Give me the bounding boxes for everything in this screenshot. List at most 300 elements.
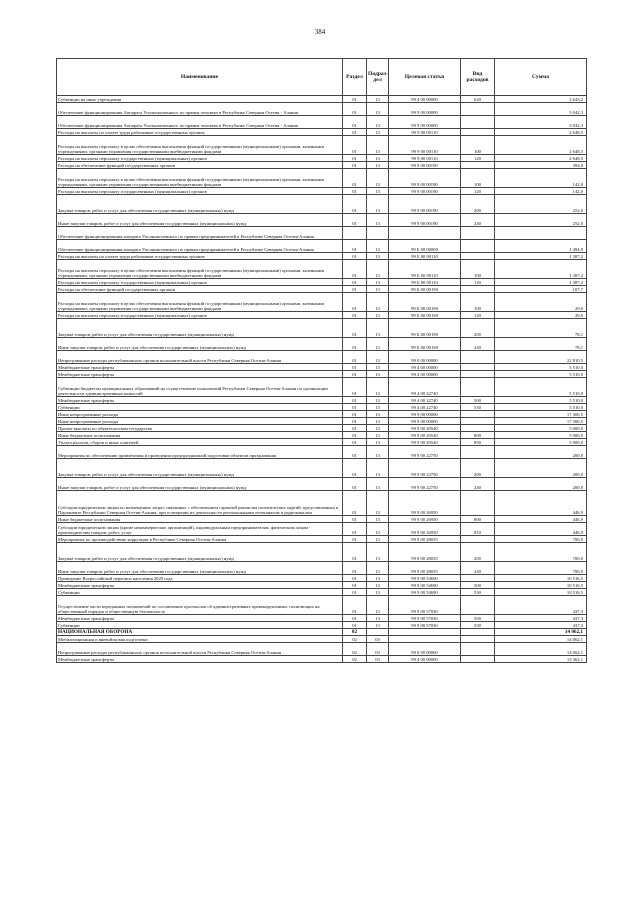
row-subsection: 13 (367, 312, 389, 319)
row-section: 01 (343, 286, 367, 293)
row-name: Обеспечение функционирования Аппарата Уполномоченного по правам человека в Республике Северная Осетия - Алания (57, 103, 343, 116)
row-sum: 446,9 (495, 523, 587, 536)
row-name: Уплата налогов, сборов и иных платежей (57, 439, 343, 446)
row-section: 01 (343, 103, 367, 116)
row-sum: 3 042,3 (495, 103, 587, 116)
row-name: Закупка товаров, работ и услуг для обеспечения государственных (муниципальных) нужд (57, 459, 343, 478)
row-target: 99 Б 00 00110 (389, 253, 461, 260)
row-section: 01 (343, 589, 367, 596)
table-row (57, 293, 587, 312)
row-name: Расходы на выплаты по оплате труда работников государственных органов (57, 253, 343, 260)
row-subsection: 13 (367, 338, 389, 351)
row-subsection: 13 (367, 260, 389, 279)
row-target: 99 9 00 00000 (389, 103, 461, 116)
table-row (57, 129, 587, 136)
row-subsection: 13 (367, 516, 389, 523)
table-row (57, 589, 587, 596)
row-expense-type: 100 (461, 169, 495, 188)
row-name: Закупка товаров, работ и услуг для обеспечения государственных (муниципальных) нужд (57, 195, 343, 214)
row-sum: 142,0 (495, 169, 587, 188)
row-section: 01 (343, 96, 367, 103)
row-subsection: 13 (367, 397, 389, 404)
row-sum: 700,0 (495, 543, 587, 562)
row-name: Иные бюджетные ассигнования (57, 432, 343, 439)
row-section: 01 (343, 478, 367, 491)
row-section: 01 (343, 596, 367, 615)
row-expense-type (461, 425, 495, 432)
row-subsection: 13 (367, 523, 389, 536)
row-section: 01 (343, 338, 367, 351)
table-row (57, 319, 587, 338)
row-section: 01 (343, 516, 367, 523)
row-target: 99 Б 00 00000 (389, 240, 461, 253)
row-section: 01 (343, 364, 367, 371)
row-expense-type: 240 (461, 214, 495, 227)
row-expense-type: 810 (461, 523, 495, 536)
row-section: 02 (343, 629, 367, 636)
table-row (57, 411, 587, 418)
table-row (57, 439, 587, 446)
table-row (57, 523, 587, 536)
row-target: 99 Б 00 00110 (389, 279, 461, 286)
header-target: Целевая статья (389, 59, 461, 96)
row-name: Закупка товаров, работ и услуг для обеспечения государственных (муниципальных) нужд (57, 543, 343, 562)
row-section: 01 (343, 446, 367, 459)
row-expense-type (461, 656, 495, 663)
row-subsection: 13 (367, 459, 389, 478)
table-row (57, 378, 587, 397)
row-sum (495, 227, 587, 240)
row-name: Расходы на обеспечение функций государственных органов (57, 286, 343, 293)
row-target: 99 9 00 20540 (389, 425, 461, 432)
row-target: 99 9 00 57030 (389, 615, 461, 622)
row-target: 99 Б 00 00110 (389, 260, 461, 279)
table-row (57, 169, 587, 188)
row-section: 01 (343, 404, 367, 411)
row-sum: 10 516,5 (495, 575, 587, 582)
row-target: 99 4 00 22740 (389, 404, 461, 411)
row-sum: 3 042,3 (495, 116, 587, 129)
row-expense-type (461, 629, 495, 636)
row-subsection: 13 (367, 536, 389, 543)
table-row (57, 136, 587, 155)
row-sum: 252,0 (495, 214, 587, 227)
row-name: Расходы на выплаты по оплате труда работников государственных органов (57, 129, 343, 136)
row-target: 99 9 00 57030 (389, 622, 461, 629)
row-target (389, 227, 461, 240)
row-name: Расходы на выплаты персоналу в целях обеспечения выполнения функций государственными (муниципальными) органами, казенными учреждениями, органами управления государственными внебюджетными фондами (57, 293, 343, 312)
table-row (57, 338, 587, 351)
row-target: 99 9 00 54690 (389, 582, 461, 589)
row-sum: 700,0 (495, 536, 587, 543)
row-name: Иные закупки товаров, работ и услуг для обеспечения государственных (муниципальных) нужд (57, 338, 343, 351)
table-body (57, 96, 587, 663)
row-expense-type (461, 129, 495, 136)
table-row (57, 543, 587, 562)
row-target: 99 9 00 00190 (389, 169, 461, 188)
row-name: Субвенции на иные учреждения (57, 96, 343, 103)
row-sum: 22 810,5 (495, 351, 587, 364)
row-subsection (367, 629, 389, 636)
row-name: Непрограммные расходы республиканских органов исполнительной власти Республики Северная Осетия-Алания (57, 643, 343, 656)
table-row (57, 240, 587, 253)
row-section: 01 (343, 543, 367, 562)
row-expense-type (461, 643, 495, 656)
table-row (57, 351, 587, 364)
row-expense-type (461, 351, 495, 364)
table-row (57, 103, 587, 116)
row-subsection: 13 (367, 425, 389, 432)
row-expense-type (461, 418, 495, 425)
table-row (57, 195, 587, 214)
row-target: 99 Б 00 00190 (389, 293, 461, 312)
row-subsection: 13 (367, 582, 389, 589)
row-subsection: 13 (367, 371, 389, 378)
row-section: 01 (343, 432, 367, 439)
row-sum: 5 000,0 (495, 439, 587, 446)
row-target: 99 Б 00 00190 (389, 319, 461, 338)
row-target: 99 9 00 00190 (389, 162, 461, 169)
row-sum: 2 648,5 (495, 129, 587, 136)
row-name: Субсидии юридическим лицам (кроме некоммерческих организаций), индивидуальным предпринимателям, физическим лицам - производителям товаров, работ, услуг (57, 523, 343, 536)
row-name: Расходы на выплаты персоналу в целях обеспечения выполнения функций государственными (муниципальными) органами, казенными учреждениями, органами управления государственными внебюджетными фондами (57, 136, 343, 155)
row-name: Субсидии юридическим лицам по возмещению затрат, связанных с обеспечением гарантий равенства политических партий, представленных в Парламенте Республики Северная Осетия-Алания, при освещении их деятельности региональными телеканалом и радиоканалом (57, 491, 343, 516)
row-sum: 78,1 (495, 319, 587, 338)
row-sum: 437,3 (495, 596, 587, 615)
row-expense-type: 100 (461, 293, 495, 312)
row-expense-type: 500 (461, 615, 495, 622)
table-row (57, 636, 587, 643)
row-sum: 1 387,2 (495, 279, 587, 286)
row-expense-type: 500 (461, 582, 495, 589)
row-subsection: 13 (367, 103, 389, 116)
row-target: 99 9 00 22750 (389, 478, 461, 491)
row-target: 99 9 00 26950 (389, 523, 461, 536)
row-section: 01 (343, 169, 367, 188)
row-subsection: 13 (367, 404, 389, 411)
row-target: 99 9 00 28035 (389, 562, 461, 575)
row-name: Обеспечение функционирования Аппарата Уполномоченного по правам человека в Республике Северная Осетия - Алания (57, 116, 343, 129)
table-row (57, 155, 587, 162)
row-sum: 29,6 (495, 312, 587, 319)
table-row (57, 116, 587, 129)
row-section: 01 (343, 188, 367, 195)
row-target: 99 4 00 22740 (389, 397, 461, 404)
row-section: 01 (343, 214, 367, 227)
row-target: 99 4 00 22740 (389, 378, 461, 397)
header-section: Раздел (343, 59, 367, 96)
table-row (57, 516, 587, 523)
row-name: Субвенции (57, 404, 343, 411)
row-subsection: 03 (367, 643, 389, 656)
table-row (57, 615, 587, 622)
row-subsection: 13 (367, 240, 389, 253)
table-row (57, 364, 587, 371)
row-sum: 437,3 (495, 622, 587, 629)
row-sum: 200,0 (495, 478, 587, 491)
row-name: Обеспечение функционирования аппарата Уполномоченного по правам предпринимателей в Республике Северная Осетия-Алания (57, 227, 343, 240)
row-expense-type: 120 (461, 279, 495, 286)
table-row (57, 96, 587, 103)
table-row (57, 432, 587, 439)
row-sum: 5 510,0 (495, 404, 587, 411)
row-sum: 13 362,1 (495, 656, 587, 663)
row-subsection: 13 (367, 411, 389, 418)
table-row (57, 279, 587, 286)
row-name: Мероприятия по обеспечению привлечения и проведения предпраздничной подготовки объектов празднования (57, 446, 343, 459)
row-expense-type: 120 (461, 155, 495, 162)
header-name: Наименование (57, 59, 343, 96)
row-expense-type (461, 253, 495, 260)
row-subsection: 13 (367, 615, 389, 622)
row-name: Расходы на обеспечение функций государственных органов (57, 162, 343, 169)
table-row (57, 562, 587, 575)
row-sum: 1 387,2 (495, 260, 587, 279)
row-expense-type (461, 162, 495, 169)
row-subsection: 13 (367, 96, 389, 103)
row-subsection: 13 (367, 253, 389, 260)
row-section: 01 (343, 378, 367, 397)
row-target: 99 9 00 00000 (389, 418, 461, 425)
row-subsection: 13 (367, 286, 389, 293)
row-target: 99 Б 00 00190 (389, 312, 461, 319)
row-expense-type: 200 (461, 319, 495, 338)
row-section: 01 (343, 622, 367, 629)
row-sum: 142,0 (495, 188, 587, 195)
row-target: 99 0 00 00000 (389, 643, 461, 656)
row-subsection: 13 (367, 195, 389, 214)
table-row (57, 260, 587, 279)
row-sum: 5 510,0 (495, 378, 587, 397)
row-section: 01 (343, 279, 367, 286)
row-subsection: 13 (367, 575, 389, 582)
row-section: 01 (343, 575, 367, 582)
row-subsection: 13 (367, 129, 389, 136)
row-sum: 5 510,0 (495, 397, 587, 404)
row-expense-type: 100 (461, 260, 495, 279)
row-section: 02 (343, 656, 367, 663)
row-name: Межбюджетные трансферты (57, 615, 343, 622)
row-section: 01 (343, 371, 367, 378)
table-row (57, 643, 587, 656)
row-name: Мероприятия по противодействию коррупции в Республике Северная Осетия-Алания (57, 536, 343, 543)
row-sum: 107,7 (495, 286, 587, 293)
row-name: Расходы на выплаты персоналу государственных (муниципальных) органов (57, 312, 343, 319)
table-row (57, 404, 587, 411)
row-sum: 14 062,1 (495, 636, 587, 643)
row-target: 99 9 00 54690 (389, 589, 461, 596)
row-sum: 78,1 (495, 338, 587, 351)
row-expense-type: 120 (461, 188, 495, 195)
header-subsection: Подраз-дел (367, 59, 389, 96)
budget-table (56, 58, 587, 663)
row-target: 99 9 00 26950 (389, 491, 461, 516)
row-name: Межбюджетные трансферты (57, 371, 343, 378)
row-expense-type (461, 227, 495, 240)
row-expense-type (461, 636, 495, 643)
row-sum: 252,0 (495, 195, 587, 214)
row-target: 99 Б 00 00190 (389, 338, 461, 351)
row-name: Расходы на выплаты персоналу в целях обеспечения выполнения функций государственными (муниципальными) органами, казенными учреждениями, органами управления государственными внебюджетными фондами (57, 260, 343, 279)
table-row (57, 478, 587, 491)
table-row (57, 253, 587, 260)
row-expense-type: 530 (461, 404, 495, 411)
table-row (57, 286, 587, 293)
row-target: 99 4 00 00000 (389, 364, 461, 371)
row-sum: 1 387,2 (495, 253, 587, 260)
row-name: Расходы на выплаты персоналу государственных (муниципальных) органов (57, 155, 343, 162)
table-row (57, 397, 587, 404)
row-sum: 5 000,0 (495, 425, 587, 432)
row-expense-type: 200 (461, 195, 495, 214)
row-section: 01 (343, 523, 367, 536)
row-subsection: 13 (367, 378, 389, 397)
table-row (57, 312, 587, 319)
row-target: 99 4 00 00000 (389, 371, 461, 378)
row-expense-type: 530 (461, 622, 495, 629)
header-expense-type: Вид расходов (461, 59, 495, 96)
row-target (389, 629, 461, 636)
table-row (57, 214, 587, 227)
row-expense-type: 800 (461, 432, 495, 439)
row-subsection: 13 (367, 279, 389, 286)
row-sum: 5 510,0 (495, 364, 587, 371)
row-name: Субвенции (57, 589, 343, 596)
row-name: Расходы на выплаты персоналу государственных (муниципальных) органов (57, 188, 343, 195)
row-expense-type: 500 (461, 397, 495, 404)
row-subsection: 13 (367, 446, 389, 459)
row-expense-type (461, 411, 495, 418)
table-header (57, 59, 587, 96)
header-sum: Сумма (495, 59, 587, 96)
row-name: Субвенции бюджетам муниципальных образований на осуществление полномочий Республики Северная Осетия-Алания по организации деятельности административных комиссий (57, 378, 343, 397)
row-expense-type: 240 (461, 562, 495, 575)
table-row (57, 162, 587, 169)
row-subsection: 13 (367, 478, 389, 491)
table-row (57, 575, 587, 582)
row-section: 01 (343, 260, 367, 279)
row-expense-type: 850 (461, 439, 495, 446)
row-name: Обеспечение функционирования аппарата Уполномоченного по правам предпринимателей в Республике Северная Осетия-Алания (57, 240, 343, 253)
row-name: Межбюджетные трансферты (57, 656, 343, 663)
table-row (57, 188, 587, 195)
row-sum: 2 648,5 (495, 155, 587, 162)
row-name: Мобилизационная и вневойсковая подготовка (57, 636, 343, 643)
row-subsection: 13 (367, 562, 389, 575)
row-section: 01 (343, 195, 367, 214)
row-name: Межбюджетные трансферты (57, 582, 343, 589)
row-section: 01 (343, 351, 367, 364)
row-target: 99 9 00 00000 (389, 116, 461, 129)
table-row (57, 582, 587, 589)
row-sum: 446,9 (495, 491, 587, 516)
row-target: 99 9 00 57030 (389, 596, 461, 615)
row-name: Иные бюджетные ассигнования (57, 516, 343, 523)
row-name: Прочие выплаты по обязательствам государства (57, 425, 343, 432)
row-section: 01 (343, 293, 367, 312)
row-target: 99 9 00 00110 (389, 155, 461, 162)
row-target: 99 9 00 28035 (389, 536, 461, 543)
table-row (57, 446, 587, 459)
row-subsection: 13 (367, 589, 389, 596)
row-expense-type (461, 491, 495, 516)
row-name: Иные закупки товаров, работ и услуг для обеспечения государственных (муниципальных) нужд (57, 214, 343, 227)
row-target (389, 636, 461, 643)
row-subsection: 13 (367, 596, 389, 615)
row-section (343, 227, 367, 240)
table-row (57, 536, 587, 543)
row-name: Проведение Всероссийской переписи населения 2020 года (57, 575, 343, 582)
row-section: 01 (343, 136, 367, 155)
row-section: 02 (343, 643, 367, 656)
row-expense-type: 100 (461, 136, 495, 155)
row-subsection: 13 (367, 116, 389, 129)
row-name: Иные закупки товаров, работ и услуг для обеспечения государственных (муниципальных) нужд (57, 562, 343, 575)
row-subsection: 13 (367, 162, 389, 169)
row-section: 01 (343, 562, 367, 575)
row-sum: 2 643,2 (495, 96, 587, 103)
table-row (57, 371, 587, 378)
row-section: 01 (343, 240, 367, 253)
row-section: 01 (343, 253, 367, 260)
row-subsection: 03 (367, 636, 389, 643)
row-name: Иные непрограммные расходы (57, 418, 343, 425)
table-row (57, 622, 587, 629)
row-expense-type (461, 371, 495, 378)
row-target: 99 0 00 00000 (389, 351, 461, 364)
row-name: Закупка товаров, работ и услуг для обеспечения государственных (муниципальных) нужд (57, 319, 343, 338)
table-row (57, 459, 587, 478)
row-subsection: 13 (367, 439, 389, 446)
row-target: 99 9 00 00000 (389, 411, 461, 418)
row-target: 99 9 00 28035 (389, 543, 461, 562)
row-target: 99 Б 00 00190 (389, 286, 461, 293)
row-expense-type: 530 (461, 589, 495, 596)
row-subsection: 13 (367, 351, 389, 364)
row-expense-type (461, 240, 495, 253)
row-sum: 200,0 (495, 459, 587, 478)
row-subsection: 03 (367, 656, 389, 663)
row-target: 99 9 00 54690 (389, 575, 461, 582)
row-subsection: 13 (367, 293, 389, 312)
row-name: Расходы на выплаты персоналу государственных (муниципальных) органов (57, 279, 343, 286)
row-name: Субвенции (57, 622, 343, 629)
row-section: 01 (343, 397, 367, 404)
row-sum: 446,9 (495, 516, 587, 523)
row-expense-type: 120 (461, 312, 495, 319)
row-section: 02 (343, 636, 367, 643)
row-name: НАЦИОНАЛЬНАЯ ОБОРОНА (57, 629, 343, 636)
row-sum: 394,0 (495, 162, 587, 169)
row-expense-type (461, 596, 495, 615)
row-expense-type (461, 103, 495, 116)
row-sum: 200,0 (495, 446, 587, 459)
row-target: 99 9 00 22750 (389, 459, 461, 478)
row-sum: 10 516,5 (495, 582, 587, 589)
row-name: Расходы на выплаты персоналу в целях обеспечения выполнения функций государственными (муниципальными) органами, казенными учреждениями, органами управления государственными внебюджетными фондами (57, 169, 343, 188)
row-target: 99 9 00 00190 (389, 188, 461, 195)
row-section: 01 (343, 411, 367, 418)
row-subsection: 13 (367, 155, 389, 162)
row-name: Непрограммные расходы республиканских органов исполнительной власти Республики Северная Осетия-Алания (57, 351, 343, 364)
row-section: 01 (343, 418, 367, 425)
table-row (57, 596, 587, 615)
row-section: 01 (343, 155, 367, 162)
row-section: 01 (343, 162, 367, 169)
row-name: Иные закупки товаров, работ и услуг для обеспечения государственных (муниципальных) нужд (57, 478, 343, 491)
row-section: 01 (343, 319, 367, 338)
row-expense-type: 240 (461, 478, 495, 491)
